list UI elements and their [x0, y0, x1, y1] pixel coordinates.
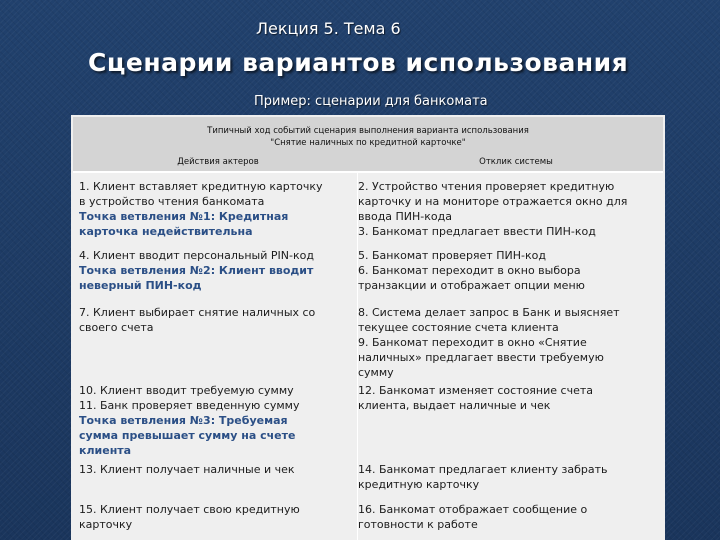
column-header-system: Отклик системы	[479, 157, 553, 167]
actor-action-cell	[79, 383, 355, 458]
step-text: готовности к работе	[358, 518, 478, 531]
table-title	[73, 125, 663, 149]
branch-point-text: Точка ветвления №2: Клиент вводит	[79, 264, 314, 277]
step-text: 13. Клиент получает наличные и чек	[79, 463, 295, 476]
step-text: наличных» предлагает ввести требуемую	[358, 351, 604, 364]
actor-action-cell	[79, 502, 355, 532]
lecture-label: Лекция 5. Тема 6	[256, 19, 401, 38]
branch-point-text: клиента	[79, 444, 132, 457]
branch-point-text: карточка недействительна	[79, 225, 253, 238]
step-text: 4. Клиент вводит персональный PIN-код	[79, 249, 314, 262]
system-response-cell	[358, 305, 658, 380]
table-header	[73, 117, 663, 173]
branch-point-text: сумма превышает сумму на счете	[79, 429, 296, 442]
step-text: 9. Банкомат переходит в окно «Снятие	[358, 336, 587, 349]
table-title-line: Типичный ход событий сценария выполнения варианта использования	[207, 126, 529, 136]
actor-action-cell	[79, 462, 355, 477]
step-text: 3. Банкомат предлагает ввести ПИН-код	[358, 225, 596, 238]
system-response-cell	[358, 502, 658, 532]
step-text: в устройство чтения банкомата	[79, 195, 265, 208]
actor-action-cell	[79, 248, 355, 293]
step-text: 8. Система делает запрос в Банк и выясняет	[358, 306, 620, 319]
step-text: карточку	[79, 518, 133, 531]
step-text: клиента, выдает наличные и чек	[358, 399, 551, 412]
table-title-line: "Снятие наличных по кредитной карточке"	[270, 138, 466, 148]
system-response-cell	[358, 462, 658, 492]
actor-action-cell	[79, 305, 355, 335]
scenario-table	[71, 115, 665, 540]
system-response-cell	[358, 248, 658, 293]
branch-point-text: Точка ветвления №3: Требуемая	[79, 414, 288, 427]
step-text: 2. Устройство чтения проверяет кредитную	[358, 180, 615, 193]
step-text: транзакции и отображает опции меню	[358, 279, 585, 292]
step-text: 15. Клиент получает свою кредитную	[79, 503, 300, 516]
column-header-actors: Действия актеров	[177, 157, 259, 167]
slide-title: Сценарии вариантов использования	[88, 48, 629, 77]
step-text: 11. Банк проверяет введенную сумму	[79, 399, 300, 412]
step-text: 1. Клиент вставляет кредитную карточку	[79, 180, 323, 193]
branch-point-text: Точка ветвления №1: Кредитная	[79, 210, 289, 223]
step-text: карточку и на мониторе отражается окно для	[358, 195, 628, 208]
step-text: 6. Банкомат переходит в окно выбора	[358, 264, 581, 277]
step-text: 12. Банкомат изменяет состояние счета	[358, 384, 593, 397]
system-response-cell	[358, 383, 658, 413]
step-text: текущее состояние счета клиента	[358, 321, 559, 334]
step-text: сумму	[358, 366, 394, 379]
branch-point-text: неверный ПИН-код	[79, 279, 202, 292]
step-text: своего счета	[79, 321, 154, 334]
system-response-cell	[358, 179, 658, 239]
step-text: 5. Банкомат проверяет ПИН-код	[358, 249, 546, 262]
actor-action-cell	[79, 179, 355, 239]
step-text: ввода ПИН-кода	[358, 210, 452, 223]
slide-subtitle: Пример: сценарии для банкомата	[254, 94, 488, 109]
step-text: 16. Банкомат отображает сообщение о	[358, 503, 588, 516]
step-text: кредитную карточку	[358, 478, 480, 491]
step-text: 10. Клиент вводит требуемую сумму	[79, 384, 294, 397]
step-text: 7. Клиент выбирает снятие наличных со	[79, 306, 316, 319]
step-text: 14. Банкомат предлагает клиенту забрать	[358, 463, 608, 476]
